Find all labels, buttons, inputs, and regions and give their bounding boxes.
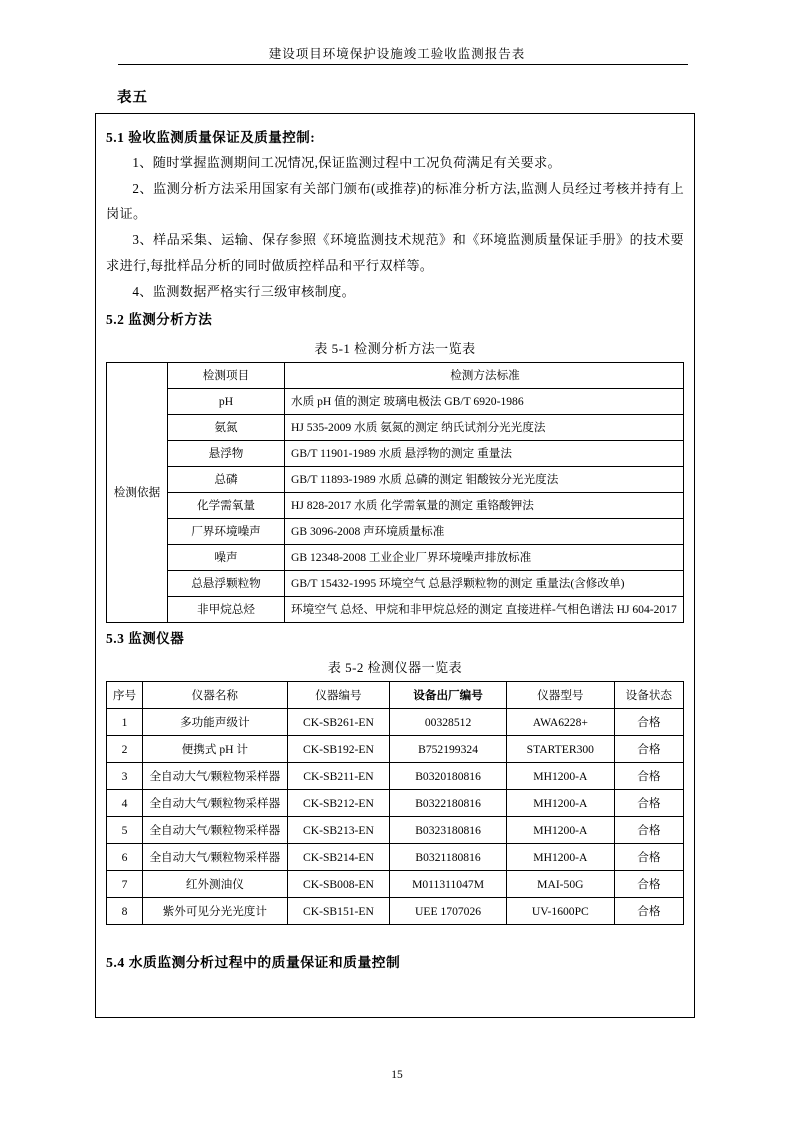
table-5-1-item: 化学需氧量 (168, 493, 285, 519)
table-row (107, 871, 684, 898)
instrument-model: MAI-50G (506, 871, 614, 898)
table-5-1-standard: GB/T 11901-1989 水质 悬浮物的测定 重量法 (285, 441, 684, 467)
table-row (107, 389, 684, 415)
section-5-2-heading: 5.2 监测分析方法 (106, 312, 213, 328)
instrument-name: 全自动大气/颗粒物采样器 (142, 790, 287, 817)
instrument-model: MH1200-A (506, 790, 614, 817)
table-5-2-header-status: 设备状态 (614, 682, 683, 709)
table-row (107, 493, 684, 519)
table-row (107, 363, 684, 389)
table-5-1-item: 氨氮 (168, 415, 285, 441)
table-row (107, 597, 684, 623)
instrument-model: UV-1600PC (506, 898, 614, 925)
table-5-1-standard: 水质 pH 值的测定 玻璃电极法 GB/T 6920-1986 (285, 389, 684, 415)
table-5-1-standard: GB/T 15432-1995 环境空气 总悬浮颗粒物的测定 重量法(含修改单) (285, 571, 684, 597)
table-row (107, 790, 684, 817)
instrument-serial: 00328512 (390, 709, 507, 736)
table-5-1-item: 总悬浮颗粒物 (168, 571, 285, 597)
instrument-name: 红外测油仪 (142, 871, 287, 898)
instrument-serial: UEE 1707026 (390, 898, 507, 925)
table-5-1-item: 总磷 (168, 467, 285, 493)
instrument-status: 合格 (614, 898, 683, 925)
table-5-1-caption: 表 5-1 检测分析方法一览表 (314, 341, 476, 357)
table-5-1-item: 悬浮物 (168, 441, 285, 467)
instrument-status: 合格 (614, 871, 683, 898)
instrument-model: MH1200-A (506, 763, 614, 790)
table-5-1-item: 厂界环境噪声 (168, 519, 285, 545)
table-row (107, 898, 684, 925)
table-row (107, 519, 684, 545)
instrument-no: 8 (107, 898, 143, 925)
instrument-serial: B0323180816 (390, 817, 507, 844)
instrument-code: CK-SB214-EN (287, 844, 389, 871)
table-5-2-header-model: 仪器型号 (506, 682, 614, 709)
instrument-status: 合格 (614, 709, 683, 736)
table-5-1-item: 非甲烷总烃 (168, 597, 285, 623)
instrument-code: CK-SB212-EN (287, 790, 389, 817)
table-row (107, 571, 684, 597)
table-5-2-header-no: 序号 (107, 682, 143, 709)
instrument-name: 多功能声级计 (142, 709, 287, 736)
section-5-4-heading: 5.4 水质监测分析过程中的质量保证和质量控制 (106, 955, 401, 971)
instrument-status: 合格 (614, 736, 683, 763)
instrument-status: 合格 (614, 844, 683, 871)
table-5-1-item: pH (168, 389, 285, 415)
instrument-code: CK-SB213-EN (287, 817, 389, 844)
table-header-row (107, 682, 684, 709)
page-number: 15 (391, 1069, 403, 1081)
section-5-1-paragraph-3: 3、样品采集、运输、保存参照《环境监测技术规范》和《环境监测质量保证手册》的技术要求进行,每批样品分析的同时做质控样品和平行双样等。 (106, 232, 684, 273)
table-5-1-standard: HJ 535-2009 水质 氨氮的测定 纳氏试剂分光光度法 (285, 415, 684, 441)
instrument-code: CK-SB261-EN (287, 709, 389, 736)
table-5-1-standard: GB 12348-2008 工业企业厂界环境噪声排放标准 (285, 545, 684, 571)
table-5-1-standard: 环境空气 总烃、甲烷和非甲烷总烃的测定 直接进样-气相色谱法 HJ 604-2017 (285, 597, 684, 623)
section-5-1-paragraph-4: 4、监测数据严格实行三级审核制度。 (132, 283, 356, 299)
table-5-1-header-standard: 检测方法标准 (285, 363, 684, 389)
instrument-no: 2 (107, 736, 143, 763)
instrument-serial: B0321180816 (390, 844, 507, 871)
table-5-1-basis-label: 检测依据 (107, 363, 168, 623)
instrument-name: 全自动大气/颗粒物采样器 (142, 844, 287, 871)
instrument-name: 便携式 pH 计 (142, 736, 287, 763)
section-5-1-paragraph-1: 1、随时掌握监测期间工况情况,保证监测过程中工况负荷满足有关要求。 (132, 155, 561, 170)
instrument-name: 紫外可见分光光度计 (142, 898, 287, 925)
table-row (107, 763, 684, 790)
instrument-code: CK-SB192-EN (287, 736, 389, 763)
content-box (95, 113, 695, 1018)
table-5-2-header-serial: 设备出厂编号 (390, 682, 507, 709)
instrument-code: CK-SB151-EN (287, 898, 389, 925)
instrument-status: 合格 (614, 790, 683, 817)
instrument-no: 7 (107, 871, 143, 898)
instrument-code: CK-SB008-EN (287, 871, 389, 898)
table-5-1-standard: GB/T 11893-1989 水质 总磷的测定 钼酸铵分光光度法 (285, 467, 684, 493)
instrument-no: 6 (107, 844, 143, 871)
table-row (107, 844, 684, 871)
table-row (107, 415, 684, 441)
header-divider (118, 64, 688, 65)
section-5-1-heading: 5.1 验收监测质量保证及质量控制: (106, 130, 316, 145)
table-5-1-item: 噪声 (168, 545, 285, 571)
table-row (107, 709, 684, 736)
instrument-no: 1 (107, 709, 143, 736)
document-header-title: 建设项目环境保护设施竣工验收监测报告表 (268, 47, 526, 61)
instrument-serial: M011311047M (390, 871, 507, 898)
instrument-model: MH1200-A (506, 844, 614, 871)
table-analysis-methods (106, 362, 684, 623)
instrument-model: AWA6228+ (506, 709, 614, 736)
instrument-status: 合格 (614, 763, 683, 790)
instrument-no: 3 (107, 763, 143, 790)
table-5-1-standard: HJ 828-2017 水质 化学需氧量的测定 重铬酸钾法 (285, 493, 684, 519)
instrument-name: 全自动大气/颗粒物采样器 (142, 817, 287, 844)
table-row (107, 467, 684, 493)
section-5-1-paragraph-2: 2、监测分析方法采用国家有关部门颁布(或推荐)的标准分析方法,监测人员经过考核并持有上岗证。 (106, 180, 684, 222)
instrument-serial: B0322180816 (390, 790, 507, 817)
sheet-label: 表五 (117, 90, 148, 106)
table-5-2-header-code: 仪器编号 (287, 682, 389, 709)
table-row (107, 736, 684, 763)
instrument-serial: B0320180816 (390, 763, 507, 790)
instrument-no: 5 (107, 817, 143, 844)
instrument-no: 4 (107, 790, 143, 817)
table-5-1-standard: GB 3096-2008 声环境质量标准 (285, 519, 684, 545)
table-5-2-header-name: 仪器名称 (142, 682, 287, 709)
page-content (95, 86, 695, 1018)
table-5-2-caption: 表 5-2 检测仪器一览表 (327, 660, 463, 676)
table-row (107, 817, 684, 844)
table-instruments (106, 681, 684, 925)
instrument-serial: B752199324 (390, 736, 507, 763)
section-5-3-heading: 5.3 监测仪器 (106, 631, 185, 647)
table-5-1-header-item: 检测项目 (168, 363, 285, 389)
instrument-model: MH1200-A (506, 817, 614, 844)
instrument-status: 合格 (614, 817, 683, 844)
instrument-model: STARTER300 (506, 736, 614, 763)
table-row (107, 441, 684, 467)
table-row (107, 545, 684, 571)
instrument-code: CK-SB211-EN (287, 763, 389, 790)
instrument-name: 全自动大气/颗粒物采样器 (142, 763, 287, 790)
